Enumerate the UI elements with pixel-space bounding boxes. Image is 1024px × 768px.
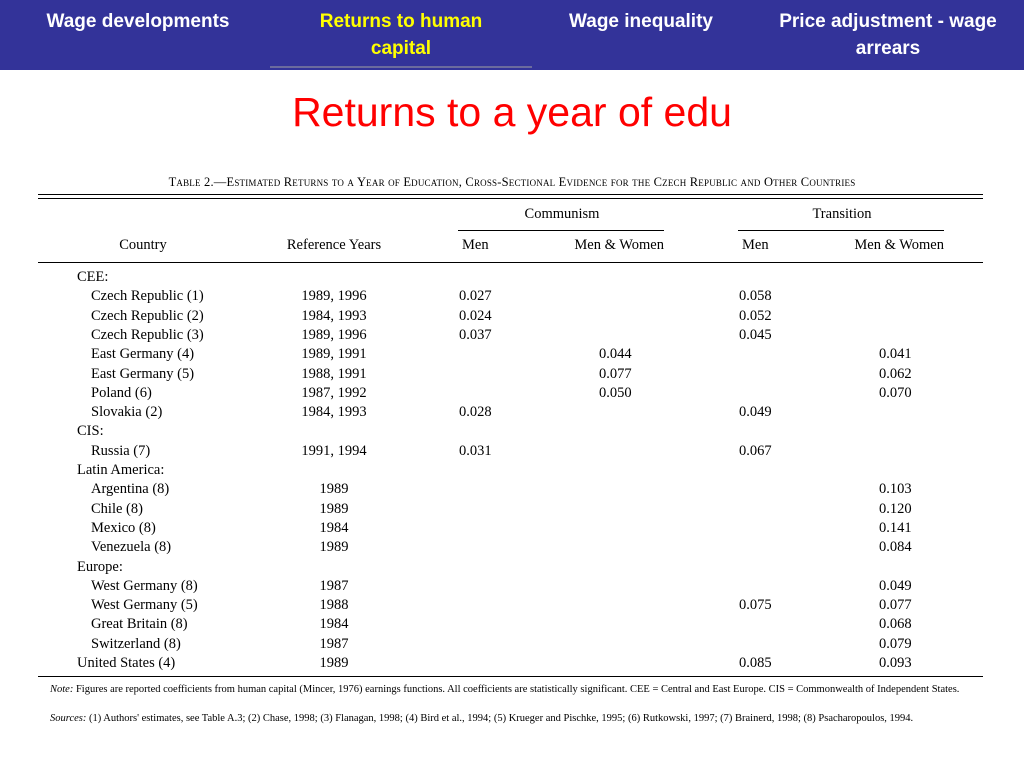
- transition-men-women-value: 0.093: [879, 655, 912, 671]
- country-name: Switzerland (8): [91, 635, 181, 652]
- reference-years: 1989, 1996: [301, 288, 367, 305]
- communism-men-value: 0.037: [459, 326, 492, 343]
- active-tab-indicator: [270, 66, 532, 68]
- sources-text: (1) Authors' estimates, see Table A.3; (2) Chase, 1998; (3) Flanagan, 1998; (4) Bird et al., 1994; (5) Krueger and Pischke, 1995; (6) Rutkowski, 1997; (7) Brainerd, 1998; (8) Psacharopoulos, 1994.: [88, 713, 914, 724]
- group-label: CIS:: [77, 423, 104, 440]
- header-bottom-rule: [38, 262, 983, 263]
- nav-tab-wage-developments[interactable]: Wage developments: [46, 11, 230, 32]
- country-name: Czech Republic (1): [91, 288, 204, 305]
- column-header-transition-men-women: Men & Women: [854, 237, 944, 253]
- transition-men-value: 0.049: [739, 404, 772, 421]
- reference-years: 1984, 1993: [301, 404, 367, 421]
- transition-men-value: 0.045: [739, 326, 772, 343]
- country-name: East Germany (4): [91, 346, 195, 363]
- communism-group-rule: [458, 230, 664, 231]
- transition-men-value: 0.067: [739, 442, 772, 459]
- table-top-rule: [38, 194, 983, 195]
- group-header-transition: Transition: [812, 206, 872, 222]
- note-label: Note:: [50, 684, 74, 695]
- transition-men-women-value: 0.068: [879, 616, 912, 633]
- country-name: Mexico (8): [91, 519, 156, 536]
- reference-years: 1987, 1992: [301, 384, 367, 401]
- reference-years: 1989: [319, 539, 349, 556]
- reference-years: 1989: [319, 500, 349, 517]
- communism-men-value: 0.031: [459, 442, 492, 459]
- reference-years: 1984: [319, 616, 349, 633]
- transition-men-women-value: 0.141: [879, 519, 912, 536]
- country-name: Great Britain (8): [91, 616, 188, 633]
- reference-years: 1984, 1993: [301, 307, 367, 324]
- reference-years: 1989, 1996: [301, 326, 367, 343]
- country-name: Slovakia (2): [91, 404, 163, 421]
- transition-men-value: 0.075: [739, 597, 772, 614]
- transition-group-rule: [738, 230, 944, 231]
- reference-years: 1988, 1991: [301, 365, 367, 382]
- nav-tab-wage-inequality[interactable]: Wage inequality: [569, 11, 713, 32]
- communism-men-women-value: 0.077: [599, 365, 632, 382]
- transition-men-women-value: 0.070: [879, 384, 912, 401]
- transition-men-women-value: 0.084: [879, 539, 912, 556]
- column-header-communism-men: Men: [462, 237, 489, 253]
- country-name: West Germany (5): [91, 597, 198, 614]
- reference-years: 1987: [319, 577, 349, 594]
- transition-men-value: 0.052: [739, 307, 772, 324]
- nav-tab-returns-to-human-capital[interactable]: Returns to human capital: [319, 11, 483, 59]
- communism-men-value: 0.028: [459, 404, 492, 421]
- transition-men-women-value: 0.041: [879, 346, 912, 363]
- group-label: United States (4): [77, 655, 176, 671]
- top-navigation-bar: [0, 0, 1024, 70]
- transition-men-women-value: 0.120: [879, 500, 912, 517]
- communism-men-value: 0.024: [459, 307, 492, 324]
- transition-men-value: 0.058: [739, 288, 772, 305]
- group-label: Latin America:: [77, 462, 165, 478]
- country-name: West Germany (8): [91, 577, 198, 594]
- slide-title: Returns to a year of edu: [292, 89, 732, 135]
- note-text: Figures are reported coefficients from human capital (Mincer, 1976) earnings functions. All coefficients are statistically significant. CEE = Central and East Europe. CIS = Commonwealth of Independent States.: [75, 684, 960, 695]
- group-header-communism: Communism: [524, 206, 600, 222]
- table-bottom-rule: [38, 676, 983, 677]
- table-sources: [38, 711, 986, 726]
- nav-tab-price-adjustment-wage-arrears[interactable]: Price adjustment - wage arrears: [779, 11, 997, 59]
- country-name: Venezuela (8): [91, 539, 172, 556]
- group-label: Europe:: [77, 558, 123, 575]
- table-note: [38, 682, 986, 697]
- country-name: Russia (7): [91, 442, 151, 459]
- country-name: Argentina (8): [91, 481, 170, 498]
- group-label: CEE:: [77, 269, 109, 285]
- country-name: Poland (6): [91, 384, 152, 401]
- country-name: Czech Republic (3): [91, 326, 204, 343]
- communism-men-women-value: 0.050: [599, 384, 632, 401]
- table-top-rule-double: [38, 198, 983, 199]
- country-name: Czech Republic (2): [91, 307, 204, 324]
- transition-men-women-value: 0.049: [879, 577, 912, 594]
- reference-years: 1991, 1994: [301, 442, 367, 459]
- country-name: East Germany (5): [91, 365, 195, 382]
- country-name: Chile (8): [91, 500, 143, 517]
- reference-years: 1989, 1991: [301, 346, 367, 363]
- column-header-communism-men-women: Men & Women: [574, 237, 664, 253]
- communism-men-women-value: 0.044: [599, 346, 632, 363]
- transition-men-women-value: 0.079: [879, 635, 912, 652]
- reference-years: 1987: [319, 635, 349, 652]
- transition-men-women-value: 0.062: [879, 365, 912, 382]
- table-caption: Table 2.—Estimated Returns to a Year of Education, Cross-Sectional Evidence for the Czech Republic and Other Countries: [168, 175, 856, 189]
- column-header-transition-men: Men: [742, 237, 769, 253]
- reference-years: 1984: [319, 519, 349, 536]
- reference-years: 1988: [319, 597, 349, 614]
- column-header-reference-years: Reference Years: [286, 237, 382, 253]
- communism-men-value: 0.027: [459, 288, 492, 305]
- transition-men-value: 0.085: [739, 655, 772, 671]
- reference-years: 1989: [319, 481, 349, 498]
- column-header-country: Country: [119, 237, 167, 253]
- sources-label: Sources:: [50, 713, 87, 724]
- transition-men-women-value: 0.103: [879, 481, 912, 498]
- transition-men-women-value: 0.077: [879, 597, 912, 614]
- reference-years: 1989: [319, 655, 349, 671]
